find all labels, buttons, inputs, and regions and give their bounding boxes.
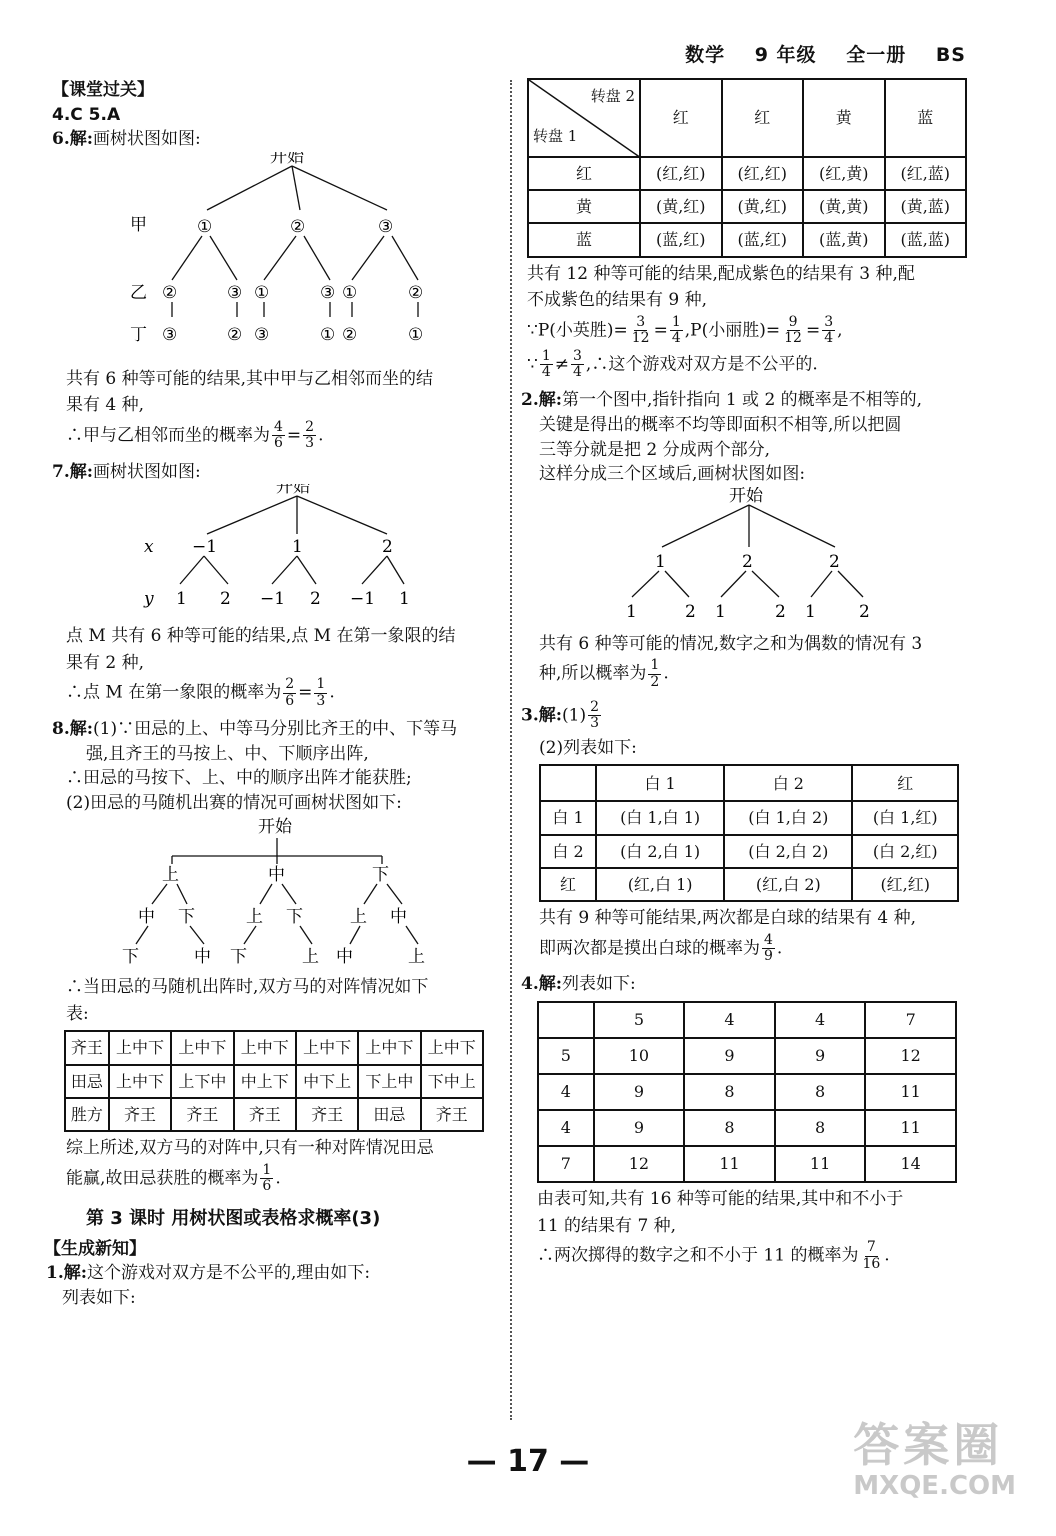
- table-row: [528, 157, 966, 190]
- tree2-node: 2: [859, 601, 870, 622]
- table-cell: 白 1: [540, 801, 596, 834]
- tree6-node: ②: [408, 282, 424, 303]
- tree6-node: ②: [342, 324, 358, 345]
- table-row: [540, 835, 958, 868]
- tree8-root: 开始: [258, 816, 292, 837]
- q6-intro: [52, 127, 497, 152]
- table-cell: 8: [684, 1110, 775, 1146]
- numerator: 7: [866, 1239, 876, 1256]
- q8-conclusion: 能赢,故田忌获胜的概率为 $\frac{1}{6}$ .: [66, 1161, 281, 1195]
- table-header-cell: 红: [722, 79, 804, 157]
- table-cell: 上中下: [109, 1031, 171, 1064]
- table-row: [540, 765, 958, 801]
- tree6-node: ①: [408, 324, 424, 345]
- table-cell: (红,红): [852, 868, 958, 901]
- denominator: 12: [631, 330, 650, 347]
- denominator: 4: [824, 330, 834, 347]
- tree6-node: ②: [162, 282, 178, 303]
- q1-p1-label: ∵P(小英胜)=: [527, 320, 628, 341]
- matchup-table: [64, 1030, 484, 1132]
- fraction: [670, 315, 683, 347]
- spinner-table: [527, 78, 967, 258]
- table-cell: (红,红): [640, 157, 722, 190]
- table-cell: 12: [865, 1038, 956, 1074]
- watermark-logo: [853, 1418, 1016, 1506]
- fraction: [283, 677, 296, 709]
- table-cell: 4: [538, 1110, 594, 1146]
- denominator: 3: [305, 435, 315, 452]
- section-pass: 【课堂过关】: [52, 80, 154, 100]
- column-divider: [510, 80, 512, 1420]
- table-header-cell: [540, 765, 596, 801]
- q8-text-8: 能赢,故田忌获胜的概率为: [66, 1168, 259, 1189]
- table-cell: 11: [684, 1146, 775, 1182]
- tree8-node: 中: [336, 946, 353, 966]
- table-cell: 8: [684, 1074, 775, 1110]
- table-cell: (蓝,蓝): [885, 223, 967, 256]
- q2-text-2: 关键是得出的概率不均等即面积不相等,所以把圆: [539, 415, 902, 436]
- table-cell: 7: [538, 1146, 594, 1182]
- tree7-node: 2: [310, 589, 321, 610]
- table-cell: 12: [594, 1146, 685, 1182]
- numerator: 3: [636, 313, 646, 330]
- denominator: 3: [316, 692, 326, 709]
- fraction: [762, 933, 775, 965]
- tree8-node: 中: [268, 864, 285, 885]
- table-header-cell: 红: [640, 79, 722, 157]
- numerator: 1: [650, 657, 660, 674]
- table-cell: 10: [594, 1038, 685, 1074]
- table-cell: 4: [538, 1074, 594, 1110]
- tree8-node: 上: [246, 906, 263, 927]
- fraction: [540, 349, 553, 381]
- tree8-node: 下: [230, 946, 247, 966]
- tree8-node: 中: [138, 906, 155, 927]
- q1-text-2: 列表如下:: [62, 1287, 136, 1308]
- tree-diagram-q8: [52, 816, 497, 966]
- table-cell: 9: [775, 1038, 866, 1074]
- numerator: 1: [262, 1161, 272, 1178]
- tree6-node: ③: [254, 324, 270, 345]
- table-cell: 上中下: [109, 1065, 171, 1098]
- q8-line-1: [52, 717, 497, 742]
- table-cell: 9: [594, 1110, 685, 1146]
- tree7-node: 2: [382, 537, 393, 558]
- table-row: [65, 1065, 483, 1098]
- table-cell: 齐王: [234, 1098, 296, 1131]
- tree7-label-x: x: [144, 537, 154, 558]
- fraction: [630, 315, 652, 347]
- table-cell: 11: [865, 1074, 956, 1110]
- table-cell: (白 2,白 2): [724, 835, 852, 868]
- table-cell: (白 1,白 2): [724, 801, 852, 834]
- table-cell: 上中下: [234, 1031, 296, 1064]
- tree2-node: 1: [715, 601, 726, 622]
- tree6-node: ①: [342, 282, 358, 303]
- fraction: [588, 700, 601, 732]
- tree2-node: 2: [829, 551, 840, 572]
- numerator: 9: [788, 313, 798, 330]
- fraction: [314, 677, 327, 709]
- section-new: 【生成新知】: [44, 1238, 146, 1259]
- tree2-root: 开始: [729, 486, 763, 506]
- q2-text-4: 这样分成三个区域后,画树状图如图:: [539, 464, 806, 485]
- table-header-cell: 黄: [803, 79, 885, 157]
- numerator: 1: [541, 347, 551, 364]
- fraction: [303, 420, 316, 452]
- q1-text-1: 这个游戏对双方是不公平的,理由如下:: [87, 1263, 371, 1284]
- corner-label-top: 转盘 2: [590, 87, 635, 105]
- numerator: 1: [316, 676, 326, 693]
- table-cell: 11: [865, 1110, 956, 1146]
- table-cell: (蓝,红): [722, 223, 804, 256]
- table-cell: 11: [775, 1146, 866, 1182]
- tree8-node: 上: [408, 946, 425, 966]
- q3-head: 3.解:: [521, 705, 563, 726]
- tree8-node: 下: [122, 946, 139, 966]
- q2-conclusion: 种,所以概率为 $\frac{1}{2}$ .: [539, 657, 669, 690]
- tree8-node: 下: [372, 864, 389, 885]
- left-column: [44, 78, 497, 1310]
- header-subject: 数学: [685, 44, 726, 66]
- table-cell: 中上下: [234, 1065, 296, 1098]
- q1-conclusion: ,∴这个游戏对双方是不公平的.: [585, 354, 818, 375]
- denominator: 4: [541, 364, 551, 381]
- table-row: [528, 223, 966, 256]
- table-cell: 胜方: [65, 1098, 109, 1131]
- q7-conclusion: ∴点 M 在第一象限的概率为 $\frac{2}{6}$ = $\frac{1}{3}$ .: [66, 676, 335, 709]
- q3-text-3: 共有 9 种等可能结果,两次都是白球的结果有 4 种,: [539, 908, 917, 929]
- tree7-node: −1: [192, 537, 218, 558]
- table-cell: 14: [865, 1146, 956, 1182]
- table-row: [540, 868, 958, 901]
- tree8-node: 上: [350, 906, 367, 927]
- tree8-node: 上: [162, 864, 179, 885]
- table-cell: (黄,红): [640, 190, 722, 223]
- q7-head: 7.解:: [52, 461, 94, 482]
- q8-text-3: ∴田忌的马按下、上、中的顺序出阵才能获胜;: [66, 768, 412, 789]
- table-row: [528, 79, 966, 157]
- numerator: 4: [274, 418, 283, 435]
- tree2-node: 2: [775, 601, 786, 622]
- table-cell: 齐王: [65, 1031, 109, 1064]
- table-cell: (白 1,红): [852, 801, 958, 834]
- table-cell: 7: [865, 1002, 956, 1038]
- numerator: 2: [590, 699, 600, 716]
- numerator: 1: [671, 313, 681, 330]
- tree6-label-yi: 乙: [130, 282, 147, 303]
- header-edition: BS: [935, 44, 966, 66]
- tree-diagram-q7: [52, 484, 497, 614]
- denominator: 3: [590, 715, 600, 732]
- table-row: [538, 1002, 956, 1038]
- table-cell: (黄,蓝): [885, 190, 967, 223]
- q3-text-4: 即两次都是摸出白球的概率为: [539, 938, 760, 959]
- numerator: 3: [824, 313, 834, 330]
- q1-probabilities: ∵P(小英胜)= $\frac{3}{12}$ = $\frac{1}{4}$ ,P(小丽胜)= $\frac{9}{12}$ = $\frac{3}{4}$ ,: [527, 313, 843, 347]
- denominator: 6: [274, 435, 283, 452]
- numerator: 4: [764, 931, 773, 948]
- denominator: 6: [285, 692, 295, 709]
- watermark-text: 答案圈: [853, 1418, 1004, 1473]
- tree7-root: 开始: [276, 484, 310, 498]
- table-cell: 齐王: [296, 1098, 358, 1131]
- tree-diagram-q6: [52, 152, 497, 357]
- q2-head: 2.解:: [521, 390, 563, 411]
- q6-intro-text: 画树状图如图:: [93, 129, 201, 150]
- q1-head: 1.解:: [46, 1263, 88, 1284]
- table-row: [65, 1098, 483, 1131]
- fraction: [648, 658, 661, 690]
- fraction: [571, 349, 584, 381]
- table-cell: (红,白 2): [724, 868, 852, 901]
- tree7-node: 1: [176, 589, 187, 610]
- table-cell: 田忌: [65, 1065, 109, 1098]
- q4-text-3: 11 的结果有 7 种,: [537, 1215, 677, 1236]
- table-cell: 9: [594, 1074, 685, 1110]
- tree2-node: 2: [742, 551, 753, 572]
- table-cell: (白 1,白 1): [596, 801, 724, 834]
- tree2-node: 2: [685, 601, 696, 622]
- q2-text-3: 三等分就是把 2 分成两个部分,: [539, 439, 771, 460]
- table-header-cell: 白 2: [724, 765, 852, 801]
- table-cell: 田忌: [358, 1098, 420, 1131]
- q8-text-7: 综上所述,双方马的对阵中,只有一种对阵情况田忌: [66, 1138, 434, 1159]
- q7-text-2: 果有 2 种,: [66, 652, 145, 673]
- tree8-node: 上: [302, 946, 319, 966]
- q7-text-3: ∴点 M 在第一象限的概率为: [66, 682, 282, 703]
- table-cell: 5: [538, 1038, 594, 1074]
- table-cell: (黄,红): [722, 190, 804, 223]
- fraction: [822, 315, 835, 347]
- table-row: [538, 1146, 956, 1182]
- table-cell: 上中下: [296, 1031, 358, 1064]
- page-number: — 17 —: [466, 1444, 590, 1479]
- table-cell: (白 2,红): [852, 835, 958, 868]
- table-cell: 4: [775, 1002, 866, 1038]
- table-cell: (红,黄): [803, 157, 885, 190]
- table-row: [538, 1038, 956, 1074]
- tree6-root: 开始: [270, 151, 304, 167]
- q2-line-1: [521, 388, 967, 413]
- lesson-title: 第 3 课时 用树状图或表格求概率(3): [86, 1208, 381, 1230]
- q4-text-4: ∴两次掷得的数字之和不小于 11 的概率为: [537, 1245, 859, 1266]
- numerator: 2: [305, 418, 315, 435]
- q2-text-1: 第一个图中,指针指向 1 或 2 的概率是不相等的,: [562, 390, 923, 411]
- denominator: 16: [862, 1255, 881, 1272]
- table-cell: 下上中: [358, 1065, 420, 1098]
- q7-intro-text: 画树状图如图:: [93, 461, 201, 482]
- ball-table: [539, 764, 959, 902]
- table-header-cell: 红: [852, 765, 958, 801]
- tree8-node: 中: [194, 946, 211, 966]
- tree2-node: 1: [626, 601, 637, 622]
- table-cell: 9: [684, 1038, 775, 1074]
- table-cell: 白 2: [540, 835, 596, 868]
- tree-diagram-q2: [527, 487, 967, 622]
- answers-4-5: 4.C 5.A: [52, 104, 121, 125]
- tree2-node: 1: [805, 601, 816, 622]
- table-cell: 4: [684, 1002, 775, 1038]
- denominator: 4: [573, 364, 582, 381]
- table-cell: 下中上: [421, 1065, 483, 1098]
- header-volume: 全一册: [846, 44, 907, 66]
- watermark-url: MXQE.COM: [853, 1471, 1016, 1502]
- q8-head: 8.解:: [52, 718, 94, 739]
- q1-line-1: [46, 1261, 497, 1286]
- table-cell: [538, 1002, 594, 1038]
- header-grade: 9 年级: [754, 44, 817, 66]
- tree2-node: 1: [655, 551, 666, 572]
- table-cell: (蓝,黄): [803, 223, 885, 256]
- q6-head: 6.解:: [52, 129, 94, 150]
- q7-intro: [52, 460, 497, 485]
- tree6-node: ③: [378, 216, 394, 237]
- page-header: [663, 42, 966, 70]
- q7-text-1: 点 M 共有 6 种等可能的结果,点 M 在第一象限的结: [66, 625, 456, 646]
- tree6-label-jia: 甲: [130, 214, 147, 235]
- table-header-cell: 白 1: [596, 765, 724, 801]
- fraction: [260, 1163, 273, 1195]
- table-cell: 8: [775, 1110, 866, 1146]
- table-cell: (红,白 1): [596, 868, 724, 901]
- numerator: 2: [285, 676, 295, 693]
- table-cell: (蓝,红): [640, 223, 722, 256]
- table-cell: 黄: [528, 190, 640, 223]
- q2-text-6: 种,所以概率为: [539, 663, 647, 684]
- table-corner-cell: [528, 79, 640, 157]
- table-cell: 上下中: [171, 1065, 233, 1098]
- table-cell: 蓝: [528, 223, 640, 256]
- q3-text-2: (2)列表如下:: [539, 737, 637, 758]
- table-cell: 红: [540, 868, 596, 901]
- table-cell: 红: [528, 157, 640, 190]
- table-row: [65, 1031, 483, 1064]
- tree8-node: 中: [390, 906, 407, 927]
- fraction: [860, 1240, 882, 1272]
- fraction: [272, 420, 285, 452]
- q1-p2-label: ,P(小丽胜)=: [684, 320, 781, 341]
- q1-because: ∵: [527, 354, 538, 375]
- table-cell: 中下上: [296, 1065, 358, 1098]
- tree8-node: 下: [178, 906, 195, 927]
- right-column: [521, 78, 967, 1274]
- table-cell: 齐王: [421, 1098, 483, 1131]
- table-cell: 8: [775, 1074, 866, 1110]
- q1-text-3: 共有 12 种等可能的结果,配成紫色的结果有 3 种,配: [527, 263, 915, 284]
- q6-conclusion: ∴甲与乙相邻而坐的概率为 $\frac{4}{6}$ = $\frac{2}{3}$ .: [66, 418, 324, 452]
- table-cell: (白 2,白 1): [596, 835, 724, 868]
- q4-conclusion: ∴两次掷得的数字之和不小于 11 的概率为 $\frac{7}{16}$ .: [537, 1239, 890, 1272]
- denominator: 6: [262, 1178, 272, 1195]
- tree6-node: ②: [290, 216, 306, 237]
- dice-sum-table: [537, 1001, 957, 1183]
- q3-text-1: (1): [562, 705, 587, 726]
- numerator: 3: [573, 347, 582, 364]
- tree8-node: 下: [286, 906, 303, 927]
- fraction: [782, 315, 804, 347]
- q3-line-1: [521, 700, 967, 732]
- tree6-node: ③: [320, 282, 336, 303]
- tree6-label-ding: 丁: [130, 324, 147, 345]
- table-row: [528, 190, 966, 223]
- q1-text-4: 不成紫色的结果有 9 种,: [527, 290, 708, 311]
- tree6-node: ①: [320, 324, 336, 345]
- table-cell: 上中下: [421, 1031, 483, 1064]
- tree6-node: ②: [227, 324, 243, 345]
- q4-text-2: 由表可知,共有 16 种等可能的结果,其中和不小于: [537, 1189, 904, 1210]
- q3-conclusion: 即两次都是摸出白球的概率为 $\frac{4}{9}$ .: [539, 931, 783, 965]
- q8-text-1: (1)∵田忌的上、中等马分别比齐王的中、下等马: [93, 718, 458, 739]
- table-cell: 5: [594, 1002, 685, 1038]
- tree6-node: ③: [162, 324, 178, 345]
- q8-text-2: 强,且齐王的马按上、中、下顺序出阵,: [86, 743, 369, 764]
- table-row: [538, 1074, 956, 1110]
- tree6-node: ③: [227, 282, 243, 303]
- tree6-node: ①: [254, 282, 270, 303]
- denominator: 4: [671, 330, 681, 347]
- q4-line-1: [521, 972, 967, 997]
- tree7-node: 2: [220, 589, 231, 610]
- q6-text-3: ∴甲与乙相邻而坐的概率为: [66, 425, 270, 446]
- table-cell: (红,蓝): [885, 157, 967, 190]
- tree7-node: −1: [350, 589, 376, 610]
- denominator: 2: [650, 673, 660, 690]
- tree6-node: ①: [197, 216, 213, 237]
- tree7-label-y: y: [144, 589, 154, 610]
- q4-text-1: 列表如下:: [562, 974, 636, 995]
- corner-label-bottom: 转盘 1: [533, 127, 578, 146]
- table-row: [538, 1110, 956, 1146]
- q1-comparison: ∵ $\frac{1}{4}$ ≠ $\frac{3}{4}$ ,∴这个游戏对双方是不公平的.: [527, 347, 818, 381]
- table-cell: 上中下: [171, 1031, 233, 1064]
- q8-text-6: 表:: [66, 1003, 89, 1024]
- q8-text-5: ∴当田忌的马随机出阵时,双方马的对阵情况如下: [66, 977, 429, 998]
- table-cell: (黄,黄): [803, 190, 885, 223]
- tree7-node: 1: [292, 537, 303, 558]
- q6-text-2: 果有 4 种,: [66, 395, 145, 416]
- table-cell: 齐王: [171, 1098, 233, 1131]
- q4-head: 4.解:: [521, 974, 563, 995]
- table-cell: 上中下: [358, 1031, 420, 1064]
- tree7-node: −1: [260, 589, 286, 610]
- tree7-node: 1: [399, 589, 410, 610]
- q8-text-4: (2)田忌的马随机出赛的情况可画树状图如下:: [66, 792, 402, 813]
- table-header-cell: 蓝: [885, 79, 967, 157]
- table-cell: (红,红): [722, 157, 804, 190]
- denominator: 12: [784, 330, 802, 347]
- q2-text-5: 共有 6 种等可能的情况,数字之和为偶数的情况有 3: [539, 633, 923, 654]
- table-row: [540, 801, 958, 834]
- table-cell: 齐王: [109, 1098, 171, 1131]
- q6-text-1: 共有 6 种等可能的结果,其中甲与乙相邻而坐的结: [66, 368, 434, 389]
- denominator: 9: [764, 948, 773, 965]
